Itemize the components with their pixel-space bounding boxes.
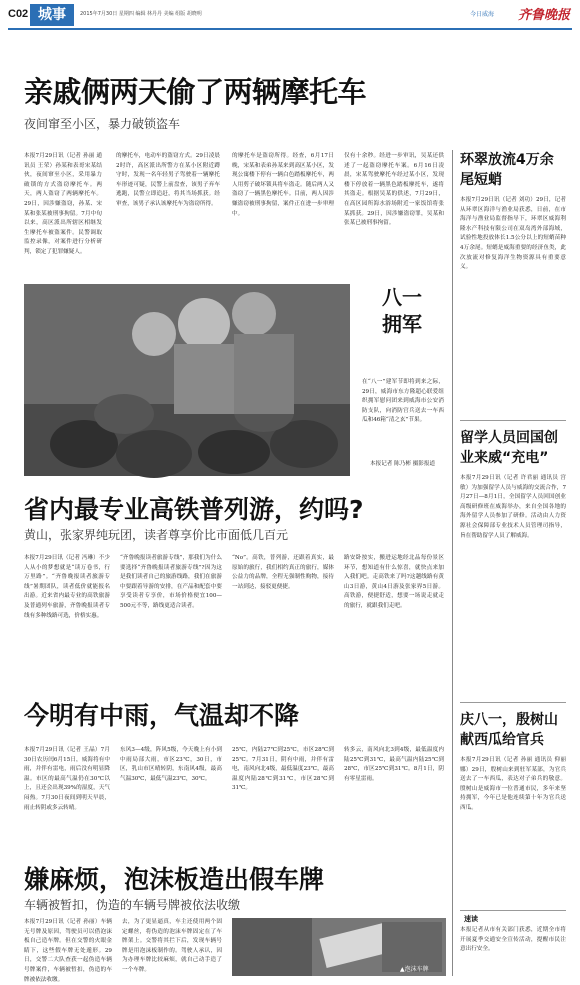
story1-column-3: 的摩托车是盗窃所得。经查，6月17日晚，宋某和表弟孙某来到高区某小区，发现公寓楼下停有一辆白色踏板摩托车，两人用剪子破坏锁具将车盗走。随后两人又盗窃了一辆黑色摩托车。目前，两人因涉嫌盗窃被刑事拘留，案件正在进一步审理中。 xyxy=(232,153,334,217)
sidebar-quick-read-title: 速读 xyxy=(464,915,478,923)
watermelon-photo-illustration xyxy=(24,284,350,476)
photo1-credit: 本报记者 陈乃彬 摄影报道 xyxy=(370,461,436,467)
story2-subhead: 黄山，张家界纯玩团，读者尊享价比市面低几百元 xyxy=(24,528,289,542)
story3-column-4: 转多云，南风向北3到4级，最低温度内陆25℃到31℃，最高气温内陆25℃到28℃，市区25℃到31℃。8月1日，阴有零星雷雨。 xyxy=(344,747,444,782)
story1-subhead: 夜间窜至小区，暴力破锁盗车 xyxy=(24,117,181,131)
story1-headline: 亲戚俩两天偷了两辆摩托车 xyxy=(24,75,367,109)
sidebar-story2-text: 本报7月29日讯（记者 许君丽 通讯员 宫敏）为加强留学人员与威海的交流合作，7月27日—8月1日，全国留学人员回国创业高级研修班在威海举办，来自全国各地的海外留学人员参加了研修。活动由人力资源社会保障部专业技术人员管理司指导，旨在帮助留学人员了解威海。 xyxy=(460,475,566,539)
story2-column-4: 路安卧按实，搬进运地经北品每份景区环节，想知道有什么惊喜，就快点来加入我们吧。走高铁来了吗?这趟线路有黄山3日游，黄山4日游及张家界5日游。高铁游，便捷舒适，想要一场说走就走的旅行，就跟我们走吧。 xyxy=(344,555,444,609)
edition-meta: 2015年7月30日 星期四 编辑 林丹丹 美编 组版 胡晓明 xyxy=(80,11,202,17)
story3-column-1: 本报7月29日讯（记者 王晶）7月30日农历闰6月15日，威海将有中雨，并伴有雷电，雨后没有明显降温。市区的最高气温仍在30℃以上，且还会出现39%的湿度，天气闷热。7月30日夜间到明天早晨，雨止转阴或多云转晴。 xyxy=(24,747,110,811)
section-label: 城事 xyxy=(30,4,74,26)
story4-column-2: 去，为了更显逼真，车主还使用两个固定螺丝，将伪造的泡沫车牌固定在了车牌架上。交警将其拦下后，发现车辆号牌是用泡沫板制作的。驾驶人承认，因为办理车牌比较麻烦，就自己动手造了一个车牌。 xyxy=(122,919,222,973)
story1-column-2: 的摩托车，电动车的盗窃方式。29日凌晨2时许，高区派出所警方在某小区附近蹲守时，发现一名年轻男子驾驶着一辆摩托车形迹可疑，民警上前盘查，该男子弃车逃跑，民警立即追赶，将其当场抓获。经审查，该男子承认该摩托车为盗窃所得。 xyxy=(116,153,220,207)
sidebar-quick-read-text: 本报记者从市有关部门获悉，近期全市将开展夏季交通安全宣传活动，提醒市民注意出行安全。 xyxy=(460,927,566,953)
newspaper-logo: 齐鲁晚报 xyxy=(518,8,571,23)
story3-column-2: 东风3—4级，阵风5级，今天晚上有小到中雨局部大雨，市区23℃，30日，市区，乳山市区晴转阴，东南风4级，最高气温30℃，最低气温23℃，30℃。 xyxy=(120,747,222,782)
photo1-caption-text: 在“八一”建军节即将到来之际，29日，威海市东方隆超心联爱组织拥军慰问团来到威海市公安消防支队，向消防官兵送去一车西瓜和46箱“清之玄”节果。 xyxy=(362,379,444,424)
photo1-caption-title: 八一拥军 xyxy=(382,285,422,336)
sidebar-rule-3 xyxy=(460,910,566,911)
sidebar-divider xyxy=(452,150,453,976)
page-code: C02 xyxy=(8,8,29,20)
sidebar-story3-text: 本报7月29日讯（记者 孙丽 通讯员 仰丽娜）29日，殷树山来到驻军某部，为官兵送去了一车西瓜，表达对子弟兵的敬意。殷树山是威海市一位普通市民，多年来坚持拥军，今年已是他连续第十年为官兵送西瓜。 xyxy=(460,757,566,811)
edition-label: 今日威海 xyxy=(470,11,495,18)
story4-headline: 嫌麻烦，泡沫板造出假车牌 xyxy=(24,865,325,894)
watermelon-photo xyxy=(24,284,350,476)
sidebar-story1-title: 环翠放流4万余尾短蛸 xyxy=(460,152,554,188)
sidebar-story1-text: 本报7月29日讯（记者 刘功）29日，记者从环翠区海洋与渔业局获悉，日前，在市海洋与渔业局监督指导下，环翠区威海利隆水产科技有限公司在双岛湾外部海域，试验性地投放体长1.5公分以上的短蛸苗种4万余尾。短蛸是威海重要的经济鱼类，此次放流对修复海洋生物资源具有重要意义。 xyxy=(460,197,566,271)
header-rule xyxy=(8,28,572,30)
story2-column-3: “No”。高铁，普列游，还跟着真实，最原始的旅行，我们相约真正的旅行，媒体公益力的品牌，全程无强制性购物，接待一站到达，接驳更便捷。 xyxy=(232,555,334,590)
photo2-caption: ▲泡沫车牌 xyxy=(400,966,429,973)
sidebar-story3-title: 庆八一，殷树山献西瓜给官兵 xyxy=(460,712,558,748)
story2-column-1: 本报7月29日讯（记者 冯琳）不少人从小的梦想就是“读万卷书，行万里路”。“齐鲁晚报读者旅游专线”暑期团队，读者低价就能报名出游。近来省内最专业的高铁旅游及普通列车旅游，齐鲁晚报读者专线有多种线路可选，价格实惠。 xyxy=(24,555,110,619)
story1-column-1: 本报7月29日讯（记者 孙丽 通讯员 王荣）孙某和表哥宋某结伙，夜间窜至小区，采用暴力破锁的方式盗窃摩托车。两天，两人盗窃了两辆摩托车。29日，因涉嫌盗窃，孙某、宋某和张某被刑事拘留。7月中旬以来，高区派出所辖区相继发生摩托车被盗案件。民警调取监控录像，对案件进行分析研判，锁定了犯罪嫌疑人。 xyxy=(24,153,102,255)
story2-headline: 省内最专业高铁普列游，约吗? xyxy=(24,495,364,524)
story3-headline: 今明有中雨，气温却不降 xyxy=(24,701,300,730)
story2-column-2: “齐鲁晚报读者旅游专线”，那我们为什么要选择“齐鲁晚报读者旅游专线”?因为这是我们读者自己的旅游线路，我们在旅游中要跟着导游的安排，在产品和配套中要享受读者专享价，市场价格便宜100—500元不等，路线更适合读者。 xyxy=(120,555,222,609)
story4-subhead: 车辆被暂扣，伪造的车辆号牌被依法收缴 xyxy=(24,898,241,912)
story3-column-3: 25℃，内陆27℃到25℃，市区28℃到25℃。7月31日，阴有中雨，并伴有雷电，南风向北4级，最低温度23℃，最高温度内陆28℃到31℃，市区28℃到31℃。 xyxy=(232,747,334,792)
sidebar-rule-1 xyxy=(460,420,566,421)
photo1-caption-box xyxy=(362,284,444,338)
story4-column-1: 本报7月29日讯（记者 孙丽）车辆无号牌及原因，驾驶员可以借泡沫板自己造车牌。但在交警的火眼金睛下，这些假车牌无处遁形。29日，交警二大队查获一起伪造车辆号牌案件，车辆被暂扣，伪造的车牌被依法收缴。 xyxy=(24,919,112,983)
sidebar-rule-2 xyxy=(460,702,566,703)
story1-column-4: 仅有十余秒。经进一步审讯，吴某还供述了一起盗窃摩托车案。6月16日凌晨，宋某驾驶摩托车经过某小区，发现楼下停放着一辆黑色踏板摩托车，遂将其盗走。根据吴某的供述，7月29日，在高区园所海水浴场附近一家饭馆将张某抓获。29日，因涉嫌盗窃罪，吴某和张某已被刑事拘留。 xyxy=(344,153,444,227)
sidebar-story2-title: 留学人员回国创业来威“充电” xyxy=(460,430,558,466)
